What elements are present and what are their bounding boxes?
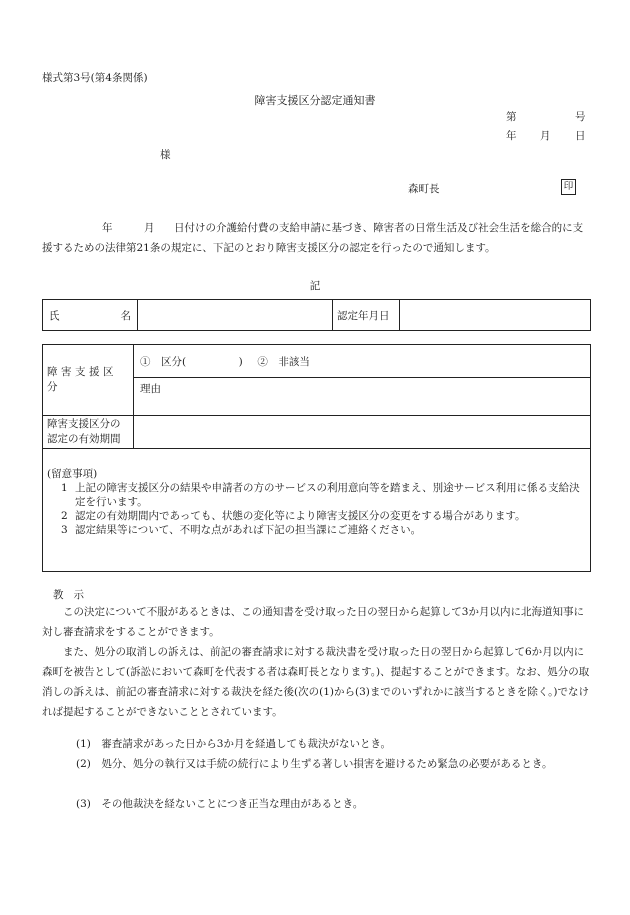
instruction-paragraph-1: この決定について不服があるときは、この通知書を受け取った日の翌日から起算して3か月以内に北海道知事に対し審査請求をすることができます。	[42, 606, 584, 638]
validity-label: 障害支援区分の認定の有効期間	[43, 416, 134, 449]
note-number: 1	[61, 482, 68, 494]
name-label-cell	[43, 300, 138, 331]
note-text: 上記の障害支援区分の結果や申請者の方のサービスの利用意向等を踏まえ、別途サービス利用に係る支給決定を行います。	[75, 482, 580, 508]
notes-heading: (留意事項)	[47, 468, 98, 480]
ki-heading: 記	[309, 280, 321, 292]
note-item	[47, 523, 584, 537]
notice-body	[42, 218, 590, 258]
issuer-name: 森町長	[408, 183, 440, 195]
certification-date-label: 認定年月日	[333, 300, 400, 331]
category-label: 障害支援区分	[43, 345, 134, 416]
body-month-label: 月	[144, 222, 155, 234]
certification-date-value[interactable]	[400, 300, 591, 331]
date-year-label: 年	[506, 130, 517, 142]
reason-label: 理由	[140, 383, 161, 395]
note-text: 認定結果等について、不明な点があれば下記の担当課にご連絡ください。	[75, 524, 422, 536]
reason-cell[interactable]	[134, 378, 591, 416]
date-month-label: 月	[540, 130, 551, 142]
date-day-label: 日	[575, 130, 586, 142]
notes-cell	[43, 449, 591, 572]
addressee-suffix: 様	[160, 149, 171, 161]
category-option-2[interactable]: ② 非該当	[257, 355, 310, 368]
seal-mark: 印	[561, 179, 576, 195]
note-number: 3	[61, 524, 68, 536]
instruction-item-1: (1) 審査請求があった日から3か月を経過しても裁決がないとき。	[76, 738, 392, 750]
number-suffix: 号	[575, 111, 586, 123]
category-options-cell	[134, 345, 591, 378]
recipient-table	[42, 299, 591, 331]
body-text: 日付けの介護給付費の支給申請に基づき、障害者の日常生活及び社会生活を総合的に支援するための法律第21条の規定に、下記のとおり障害支援区分の認定を行ったので通知します。	[42, 222, 584, 254]
note-item	[47, 509, 584, 523]
instruction-item-2: (2) 処分、処分の執行又は手続の続行により生ずる著しい損害を避けるため緊急の必要があるとき。	[76, 758, 553, 770]
note-item	[47, 481, 584, 509]
category-table	[42, 344, 591, 572]
name-label-2: 名	[120, 309, 131, 322]
body-year-label: 年	[102, 222, 113, 234]
name-label-1: 氏	[49, 309, 60, 322]
form-number: 様式第3号(第4条関係)	[42, 72, 148, 84]
note-text: 認定の有効期間内であっても、状態の変化等により障害支援区分の変更をする場合があります。	[75, 510, 526, 522]
validity-value[interactable]	[134, 416, 591, 449]
name-value-cell[interactable]	[138, 300, 333, 331]
instruction-heading: 教示	[53, 589, 94, 601]
instruction-item-3: (3) その他裁決を経ないことにつき正当な理由があるとき。	[76, 798, 364, 810]
instruction-paragraph-2: また、処分の取消しの訴えは、前記の審査請求に対する裁決書を受け取った日の翌日から起算して6か月以内に森町を被告として(訴訟において森町を代表する者は森町長となります。)、提起することができます。なお、処分の取消しの訴えは、前記の審査請求に対する裁決を経た後(次の(1)から(3)までのいずれかに該当するときを除く。)でなければ提起することができないこととされています。	[42, 646, 590, 718]
number-label: 第	[506, 111, 517, 123]
note-number: 2	[61, 510, 68, 522]
document-title: 障害支援区分認定通知書	[254, 94, 376, 107]
category-option-1[interactable]: ① 区分( )	[140, 355, 243, 368]
